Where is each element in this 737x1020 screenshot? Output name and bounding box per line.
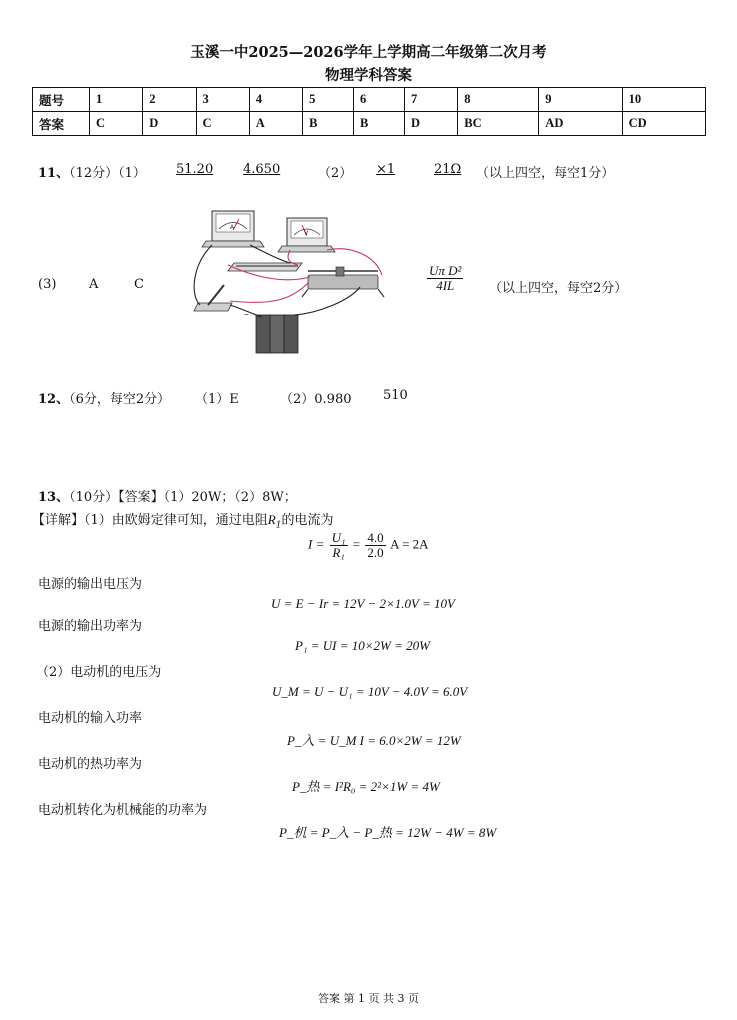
eq1-den: R₁ <box>332 545 345 560</box>
eq1-lhs: I = <box>308 536 325 552</box>
svg-text:V: V <box>304 231 309 237</box>
q11-answer-6: C <box>134 277 144 292</box>
table-cell: B <box>303 112 354 136</box>
resistor-subscript: 1 <box>275 520 282 531</box>
rheostat-icon <box>302 267 384 297</box>
battery-icon <box>244 310 298 353</box>
equation-input-power: P_入 = U_M I = 6.0×2W = 12W <box>287 733 461 748</box>
switch-icon <box>194 285 232 311</box>
q12-line <box>38 388 170 407</box>
q11-note-2: （以上四空，每空2分） <box>489 281 628 296</box>
table-cell: C <box>196 112 249 136</box>
question-number-row <box>33 88 706 112</box>
circuit-diagram <box>190 205 390 365</box>
q13-step-5: 电动机的输入功率 <box>38 711 143 726</box>
q13-step-4: （2）电动机的电压为 <box>36 665 162 680</box>
q11-answer-3: ×1 <box>376 162 396 177</box>
table-cell: 4 <box>249 88 302 112</box>
q11-answer-1: 51.20 <box>176 162 214 177</box>
table-cell: D <box>405 112 458 136</box>
q11-answer-5: A <box>89 277 99 292</box>
q13-step-2: 电源的输出电压为 <box>38 577 143 592</box>
detail-tail-text: 的电流为 <box>281 513 334 528</box>
q11-formula <box>425 264 465 293</box>
table-cell: BC <box>458 112 539 136</box>
q11-answer-2: 4.650 <box>243 162 281 177</box>
q12-number: 12、 <box>38 392 70 407</box>
eq1-tail: A = 2A <box>390 536 429 552</box>
table-cell: 1 <box>90 88 143 112</box>
q12-answer-1: （1）E <box>195 392 239 407</box>
table-cell: 2 <box>143 88 196 112</box>
equation-heat-power: P_热 = I²R₀ = 2²×1W = 4W <box>292 779 440 794</box>
svg-text:A: A <box>230 225 235 231</box>
q12-answer-2: （2）0.980 <box>280 392 352 407</box>
q13-summary <box>38 486 297 505</box>
table-cell: 10 <box>622 88 705 112</box>
table-cell: C <box>90 112 143 136</box>
table-cell: AD <box>539 112 622 136</box>
q11-points: （12分）（1） <box>69 166 146 181</box>
fraction-denominator: 4IL <box>436 278 455 293</box>
q11-part2: （2） <box>318 166 353 181</box>
eq1-num: U₁ <box>331 530 346 545</box>
table-cell: D <box>143 112 196 136</box>
table-cell: 6 <box>354 88 405 112</box>
detail-intro-text: 【详解】（1）由欧姆定律可知，通过电阻 <box>32 513 268 528</box>
q13-detail-intro <box>32 509 333 531</box>
equation-output-voltage: U = E − Ir = 12V − 2×1.0V = 10V <box>271 596 455 611</box>
table-cell: CD <box>622 112 705 136</box>
q11-number: 11、 <box>38 166 70 181</box>
equation-current <box>308 531 429 560</box>
q12-points: （6分，每空2分） <box>69 392 171 407</box>
q13-step-7: 电动机转化为机械能的功率为 <box>38 803 208 818</box>
q13-step-6: 电动机的热功率为 <box>38 757 143 772</box>
table-cell: 9 <box>539 88 622 112</box>
equation-output-power: P₁ = UI = 10×2W = 20W <box>295 638 430 653</box>
q13-answer: （10分）【答案】（1）20W；（2）8W； <box>69 490 297 505</box>
ammeter-icon <box>202 211 264 247</box>
answer-table <box>32 87 706 136</box>
table-cell: 7 <box>405 88 458 112</box>
eq1-den2: 2.0 <box>367 545 384 560</box>
svg-text:−: − <box>244 310 249 319</box>
page-title: 玉溪一中2025—2026学年上学期高二年级第二次月考 <box>190 44 547 61</box>
q11-note-1: （以上四空，每空1分） <box>476 166 615 181</box>
q11-answer-4: 21Ω <box>434 162 462 177</box>
eq1-fraction-symbolic <box>330 531 348 560</box>
table-cell: B <box>354 112 405 136</box>
eq1-fraction-numeric <box>365 531 385 560</box>
table-cell: 5 <box>303 88 354 112</box>
q11-line1 <box>38 162 146 181</box>
row-label: 题号 <box>33 88 90 112</box>
q12-answer-3: 510 <box>383 388 408 403</box>
equation-motor-voltage: U_M = U − U₁ = 10V − 4.0V = 6.0V <box>272 684 468 699</box>
q11-part3: (3) <box>38 277 57 292</box>
voltmeter-icon <box>278 218 335 252</box>
table-cell: 3 <box>196 88 249 112</box>
row-label: 答案 <box>33 112 90 136</box>
page-footer: 答案 第 1 页 共 3 页 <box>318 992 419 1005</box>
equation-mechanical-power: P_机 = P_入 − P_热 = 12W − 4W = 8W <box>279 825 497 840</box>
fraction-numerator: Uπ D² <box>429 263 462 278</box>
q13-number: 13、 <box>38 490 70 505</box>
q13-step-3: 电源的输出功率为 <box>38 619 143 634</box>
resistor-symbol: R <box>267 512 276 527</box>
eq1-equals: = <box>352 536 361 552</box>
resistivity-fraction <box>427 264 463 293</box>
eq1-num2: 4.0 <box>367 530 384 545</box>
answer-row <box>33 112 706 136</box>
page-subtitle: 物理学科答案 <box>325 67 412 84</box>
table-cell: 8 <box>458 88 539 112</box>
table-cell: A <box>249 112 302 136</box>
